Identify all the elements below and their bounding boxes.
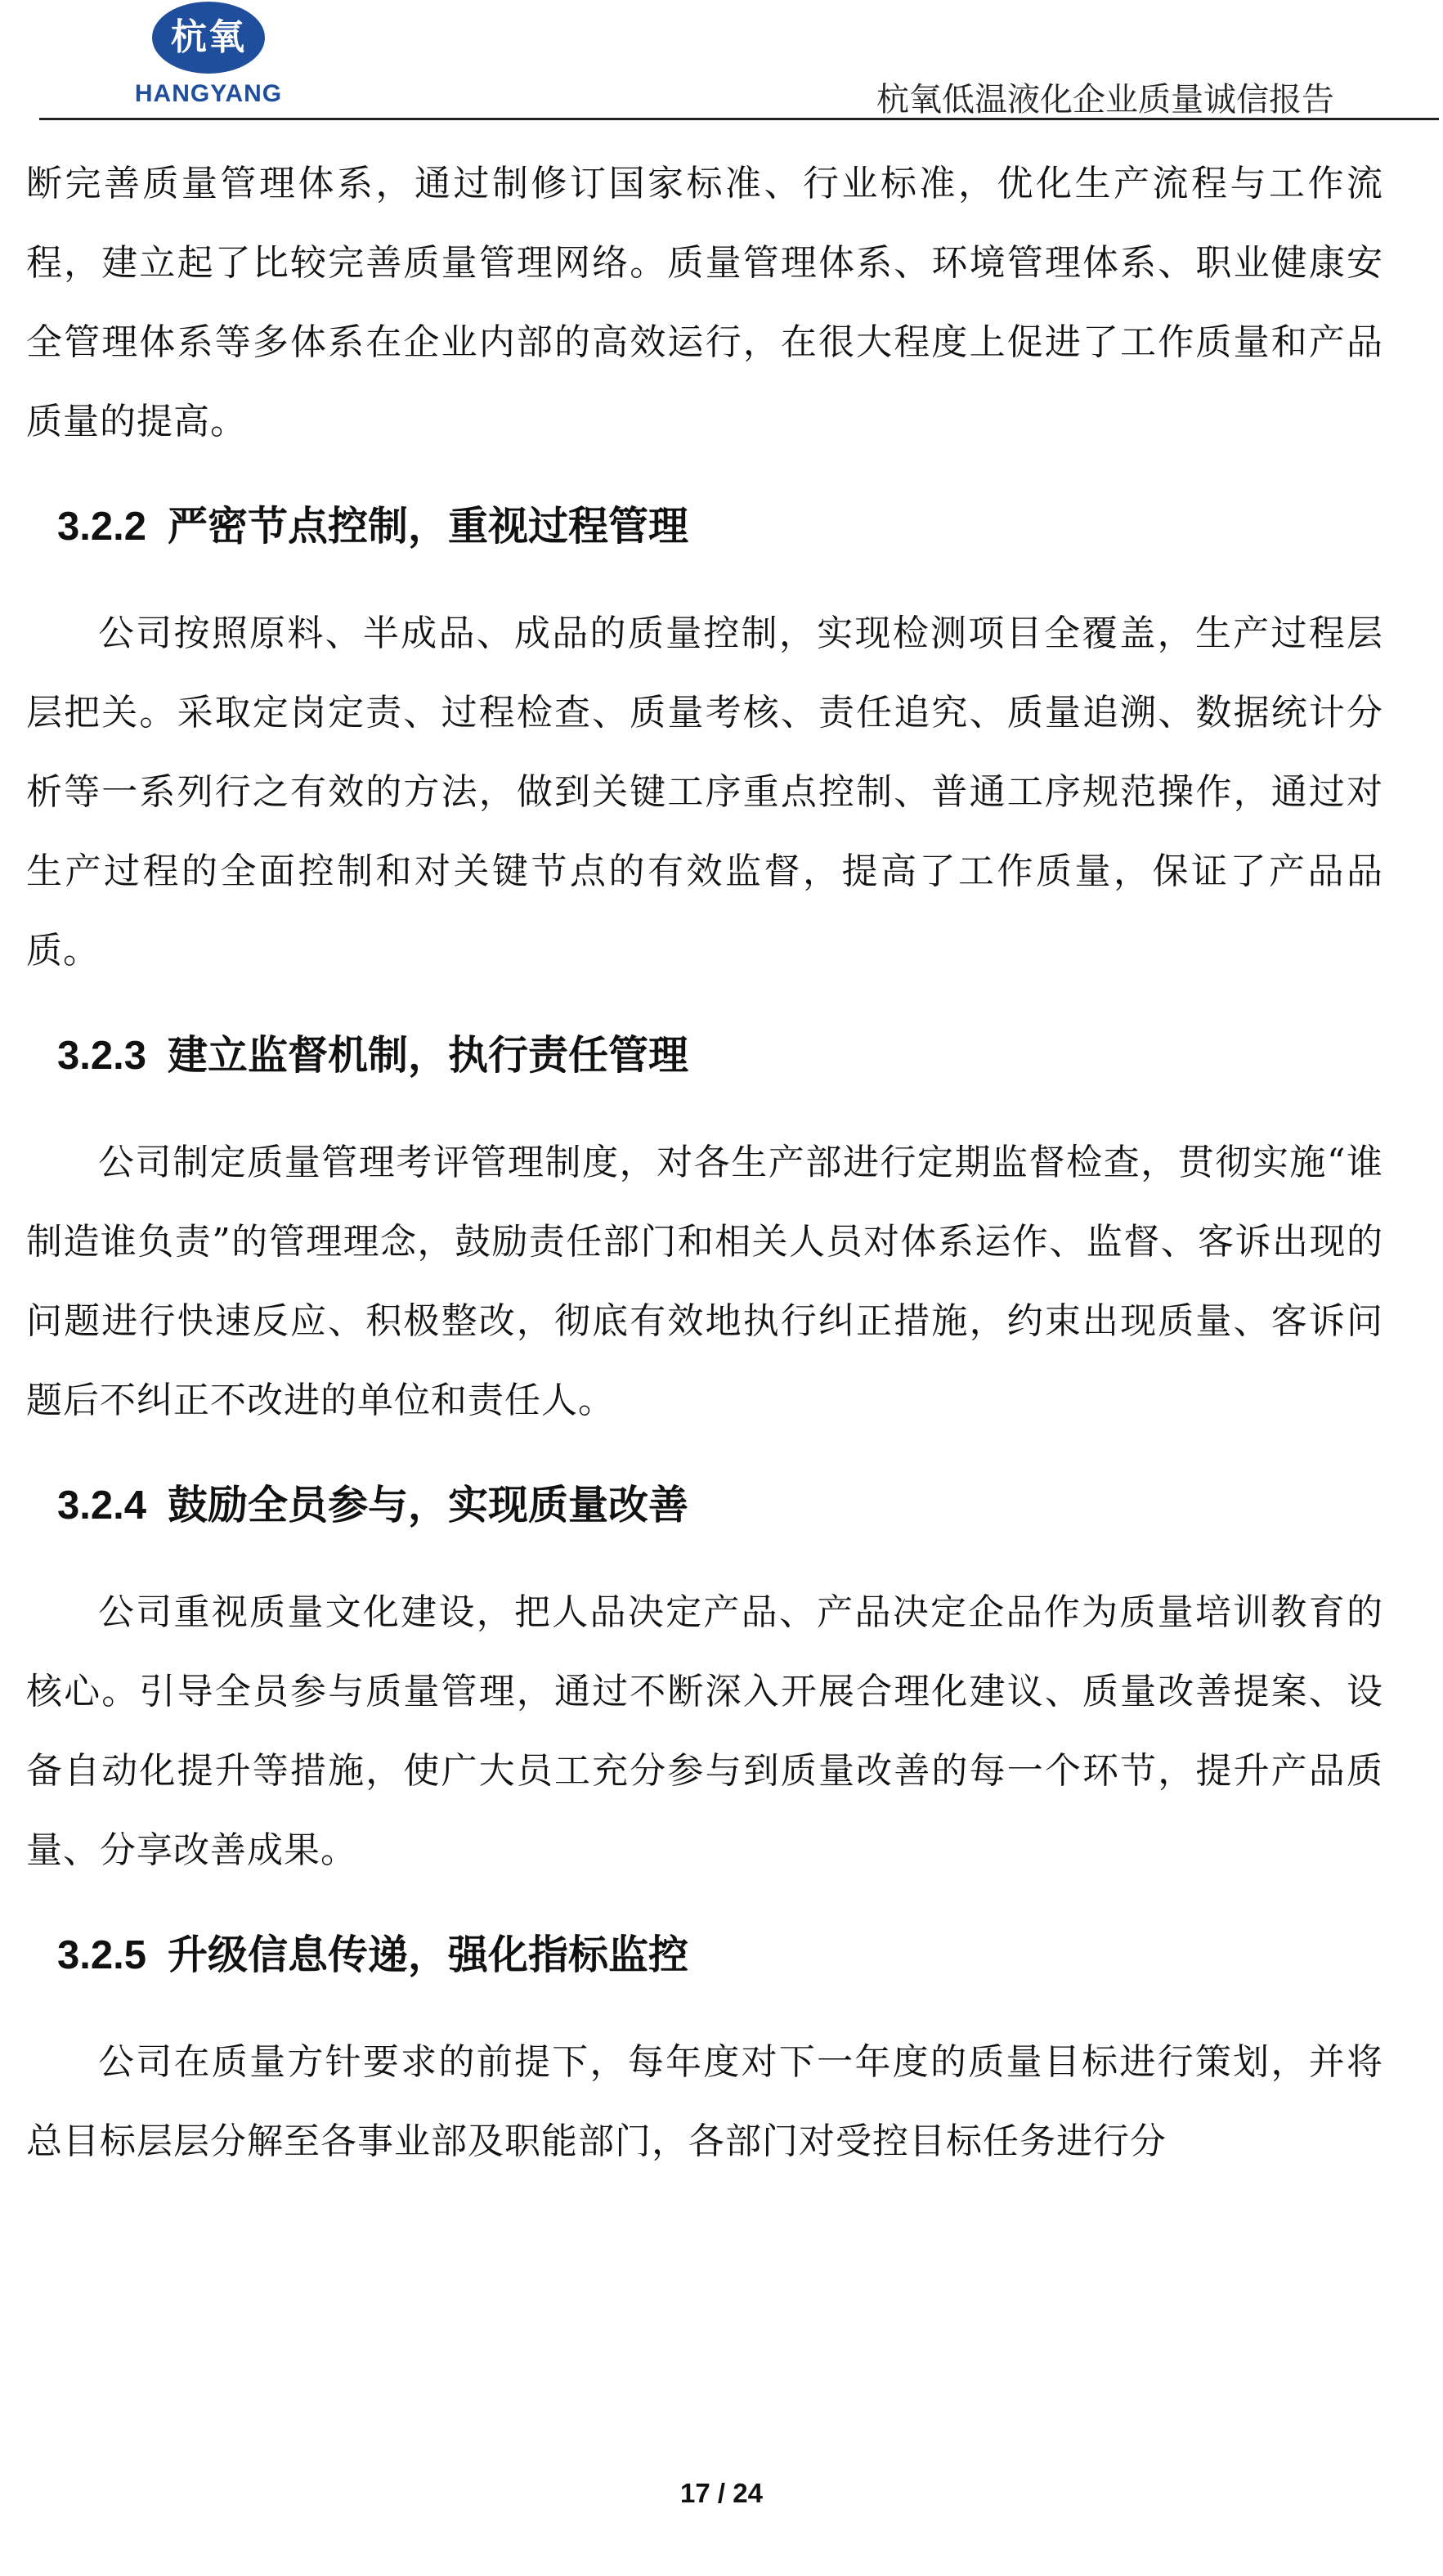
section-heading-3-2-3 (26, 1016, 1383, 1095)
page-number: 17 / 24 (680, 2478, 763, 2508)
section-number: 3.2.2 (57, 505, 146, 549)
section-body-3-2-2: 公司按照原料、半成品、成品的质量控制，实现检测项目全覆盖，生产过程层层把关。采取定岗定责、过程检查、质量考核、责任追究、质量追溯、数据统计分析等一系列行之有效的方法，做到关键工序重点控制、普通工序规范操作，通过对生产过程的全面控制和对关键节点的有效监督，提高了工作质量，保证了产品品质。 (26, 613, 1383, 972)
section-number: 3.2.4 (57, 1483, 146, 1528)
intro-paragraph: 断完善质量管理体系，通过制修订国家标准、行业标准，优化生产流程与工作流程，建立起了比较完善质量管理网络。质量管理体系、环境管理体系、职业健康安全管理体系等多体系在企业内部的高效运行，在很大程度上促进了工作质量和产品质量的提高。 (26, 163, 1383, 442)
header-divider (39, 118, 1439, 120)
section-heading-3-2-4 (26, 1466, 1383, 1545)
report-title: 杭氧低温液化企业质量诚信报告 (876, 81, 1334, 119)
company-logo (123, 2, 294, 106)
section-body-3-2-5: 公司在质量方针要求的前提下，每年度对下一年度的质量目标进行策划，并将总目标层层分解至各事业部及职能部门，各部门对受控目标任务进行分 (26, 2041, 1383, 2162)
section-title: 鼓励全员参与，实现质量改善 (167, 1482, 688, 1528)
section-body-3-2-3: 公司制定质量管理考评管理制度，对各生产部进行定期监督检查，贯彻实施“谁制造谁负责”的管理理念，鼓励责任部门和相关人员对体系运作、监督、客诉出现的问题进行快速反应、积极整改，彻底有效地执行纠正措施，约束出现质量、客诉问题后不纠正不改进的单位和责任人。 (26, 1142, 1383, 1421)
section-title: 建立监督机制，执行责任管理 (167, 1032, 688, 1079)
section-body-3-2-4: 公司重视质量文化建设，把人品决定产品、产品决定企品作为质量培训教育的核心。引导全员参与质量管理，通过不断深入开展合理化建议、质量改善提案、设备自动化提升等措施，使广大员工充分参与到质量改善的每一个环节，提升产品质量、分享改善成果。 (26, 1591, 1383, 1871)
section-title: 升级信息传递，强化指标监控 (167, 1932, 688, 1978)
page-content (26, 144, 1383, 2181)
section-number: 3.2.3 (57, 1034, 146, 1078)
section-title: 严密节点控制，重视过程管理 (167, 503, 688, 550)
section-number: 3.2.5 (57, 1933, 146, 1977)
section-heading-3-2-2 (26, 487, 1383, 566)
logo-wordmark: HANGYANG (134, 80, 283, 107)
section-heading-3-2-5 (26, 1916, 1383, 1995)
logo-emblem: 杭氧 (152, 2, 265, 74)
